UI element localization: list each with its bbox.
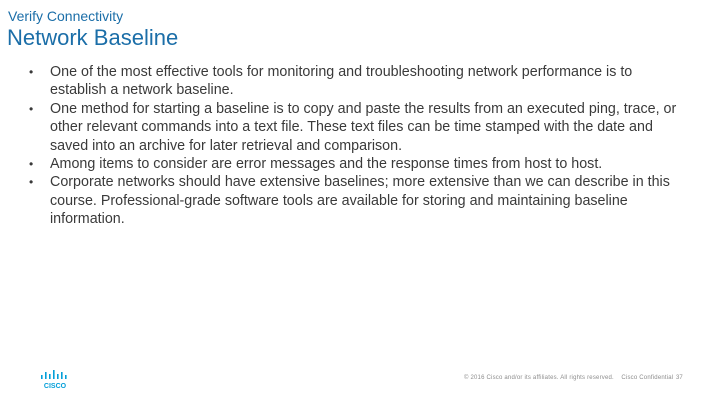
bullet-dot-icon: •	[29, 101, 34, 116]
bullet-dot-icon: •	[29, 65, 34, 79]
footer-copyright	[464, 375, 673, 381]
bullet-item	[24, 173, 684, 228]
cisco-logo-icon	[40, 370, 70, 390]
bullet-text: Among items to consider are error messages and the response times from host to host.	[50, 156, 603, 173]
bullet-text: One of the most effective tools for monitoring and troubleshooting network performance is to establish a network baseline.	[50, 64, 633, 99]
logo-text: CISCO	[43, 383, 67, 390]
bullet-text: One method for starting a baseline is to copy and paste the results from an executed ping, trace, or other relevant commands into a text file. These text files can be time stamped with the date and saved into an archive for later retrieval and comparison.	[50, 100, 677, 154]
bullet-item	[24, 63, 684, 100]
copyright-text: © 2016 Cisco and/or its affiliates. All rights reserved.	[464, 375, 614, 381]
bullet-dot-icon: •	[29, 175, 34, 190]
bullet-list	[24, 63, 684, 229]
page-number: 37	[676, 375, 683, 381]
bullet-item	[24, 100, 684, 155]
section-title: Verify Connectivity	[8, 8, 124, 24]
slide-title: Network Baseline	[7, 25, 179, 50]
bullet-dot-icon: •	[29, 157, 34, 172]
classification-text: Cisco Confidential	[621, 375, 674, 381]
bullet-text: Corporate networks should have extensive baselines; more extensive than we can describe in this course. Professional-grade software tools are available for storing and maintaining baseline information.	[50, 174, 670, 228]
bullet-item	[24, 155, 684, 173]
